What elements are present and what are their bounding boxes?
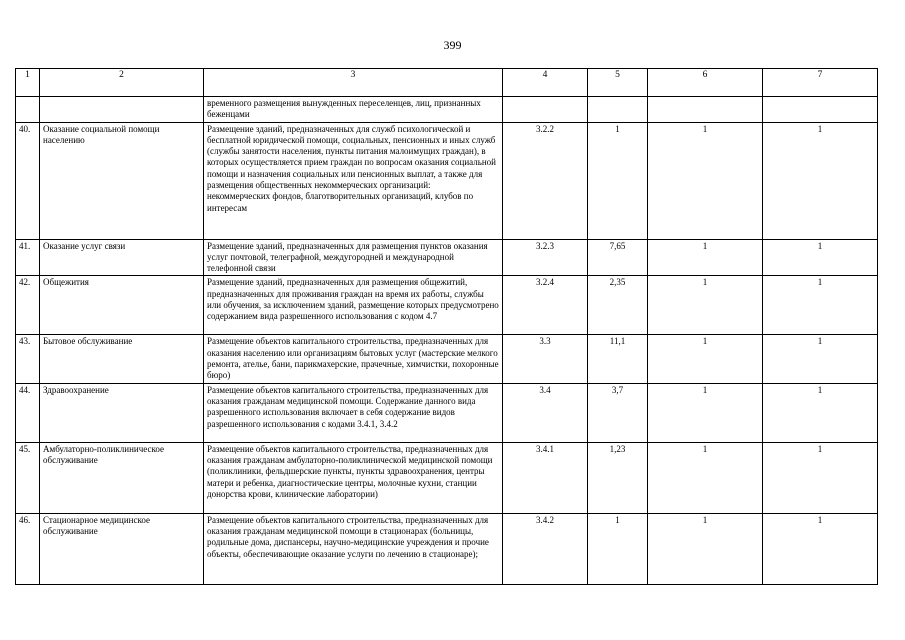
- use-description: [204, 122, 503, 239]
- use-code: 3.2.4: [503, 276, 588, 335]
- use-type-name: Здравоохранение: [40, 383, 204, 442]
- use-code: 3.4.1: [503, 442, 588, 513]
- description-paragraph: Размещение зданий, предназначенных для служб психологической и бесплатной юридической помощи, социальных, пенсионных и иных служб (службы занятости населения, пункты питания малоимущих граждан), в которых осуществляется прием граждан по вопросам оказания социальной помощи и назначения социальных или пенсионных выплат, а также для размещения общественных некоммерческих организаций:: [207, 123, 496, 191]
- row-number: 43.: [16, 335, 40, 383]
- table-row: [16, 513, 878, 584]
- header-row: [16, 69, 878, 97]
- value-col-5: 1: [588, 122, 648, 239]
- use-type-name: Бытовое обслуживание: [40, 335, 204, 383]
- use-description: [204, 513, 503, 584]
- use-description: [204, 383, 503, 442]
- column-header: 5: [588, 69, 648, 97]
- row-number: 44.: [16, 383, 40, 442]
- description-paragraph: Размещение объектов капитального строительства, предназначенных для оказания гражданам амбулаторно-поликлинической медицинской помощи (поликлиники, фельдшерские пункты, пункты здравоохранения, центры матери и ребенка, диагностические центры, молочные кухни, станции донорства крови, клинические лаборатории): [207, 443, 493, 499]
- table-cell: [503, 97, 588, 123]
- use-description: [204, 276, 503, 335]
- value-col-7: 1: [763, 442, 878, 513]
- value-col-7: 1: [763, 513, 878, 584]
- column-header: 4: [503, 69, 588, 97]
- value-col-5: 1: [588, 513, 648, 584]
- value-col-6: 1: [648, 276, 763, 335]
- row-number: 41.: [16, 239, 40, 276]
- table-cell: [588, 97, 648, 123]
- value-col-5: 11,1: [588, 335, 648, 383]
- value-col-7: 1: [763, 276, 878, 335]
- column-header: 6: [648, 69, 763, 97]
- column-header: 7: [763, 69, 878, 97]
- value-col-7: 1: [763, 239, 878, 276]
- use-type-name: Стационарное медицинское обслуживание: [40, 513, 204, 584]
- description-paragraph: Размещение зданий, предназначенных для размещения общежитий, предназначенных для проживания граждан на время их работы, службы или обучения, за исключением зданий, размещение которых предусмотрено содержанием вида разрешенного использования с кодом 4.7: [207, 277, 499, 322]
- table-row: [16, 335, 878, 383]
- row-number: 40.: [16, 122, 40, 239]
- use-code: 3.2.2: [503, 122, 588, 239]
- description-paragraph: Размещение объектов капитального строительства, предназначенных для оказания гражданам медицинской помощи. Содержание данного вида разрешенного использования включает в себя содержание видов разрешенного использования с кодами 3.4.1, 3.4.2: [207, 384, 489, 429]
- use-code: 3.3: [503, 335, 588, 383]
- value-col-5: 7,65: [588, 239, 648, 276]
- table-row: [16, 276, 878, 335]
- page-number: 399: [443, 38, 462, 52]
- column-header: 2: [40, 69, 204, 97]
- table-cell: [763, 97, 878, 123]
- table-cell: [40, 97, 204, 123]
- table-row: [16, 239, 878, 276]
- value-col-5: 3,7: [588, 383, 648, 442]
- description-paragraph: Размещение зданий, предназначенных для размещения пунктов оказания услуг почтовой, телеграфной, междугородней и международной телефонной связи: [207, 240, 488, 274]
- description-paragraph: Размещение объектов капитального строительства, предназначенных для оказания населению или организациям бытовых услуг (мастерские мелкого ремонта, ателье, бани, парикмахерские, прачечные, химчистки, похоронные бюро): [207, 336, 499, 381]
- use-description: [204, 442, 503, 513]
- use-description: [204, 335, 503, 383]
- table-row: [16, 383, 878, 442]
- land-use-table: [15, 68, 878, 585]
- use-code: 3.4.2: [503, 513, 588, 584]
- use-type-name: Оказание услуг связи: [40, 239, 204, 276]
- continuation-description: временного размещения вынужденных переселенцев, лиц, признанных беженцами: [204, 97, 503, 123]
- value-col-6: 1: [648, 442, 763, 513]
- row-number: 42.: [16, 276, 40, 335]
- value-col-7: 1: [763, 335, 878, 383]
- value-col-6: 1: [648, 513, 763, 584]
- table-row: [16, 122, 878, 239]
- row-number: 45.: [16, 442, 40, 513]
- table-cell: [648, 97, 763, 123]
- row-number: 46.: [16, 513, 40, 584]
- column-header: 3: [204, 69, 503, 97]
- value-col-6: 1: [648, 122, 763, 239]
- column-header: 1: [16, 69, 40, 97]
- description-paragraph: Размещение объектов капитального строительства, предназначенных для оказания гражданам медицинской помощи в стационарах (больницы, родильные дома, диспансеры, научно-медицинские учреждения и прочие объекты, обеспечивающие оказание услуги по лечению в стационаре);: [207, 514, 489, 559]
- value-col-6: 1: [648, 239, 763, 276]
- table-row: [16, 442, 878, 513]
- value-col-5: 2,35: [588, 276, 648, 335]
- continuation-row: [16, 97, 878, 123]
- table-cell: [16, 97, 40, 123]
- use-code: 3.2.3: [503, 239, 588, 276]
- description-paragraph: некоммерческих фондов, благотворительных организаций, клубов по интересам: [207, 191, 474, 213]
- value-col-7: 1: [763, 122, 878, 239]
- value-col-6: 1: [648, 335, 763, 383]
- use-type-name: Оказание социальной помощи населению: [40, 122, 204, 239]
- use-type-name: Общежития: [40, 276, 204, 335]
- value-col-5: 1,23: [588, 442, 648, 513]
- value-col-6: 1: [648, 383, 763, 442]
- use-type-name: Амбулаторно-поликлиническое обслуживание: [40, 442, 204, 513]
- use-description: [204, 239, 503, 276]
- use-code: 3.4: [503, 383, 588, 442]
- value-col-7: 1: [763, 383, 878, 442]
